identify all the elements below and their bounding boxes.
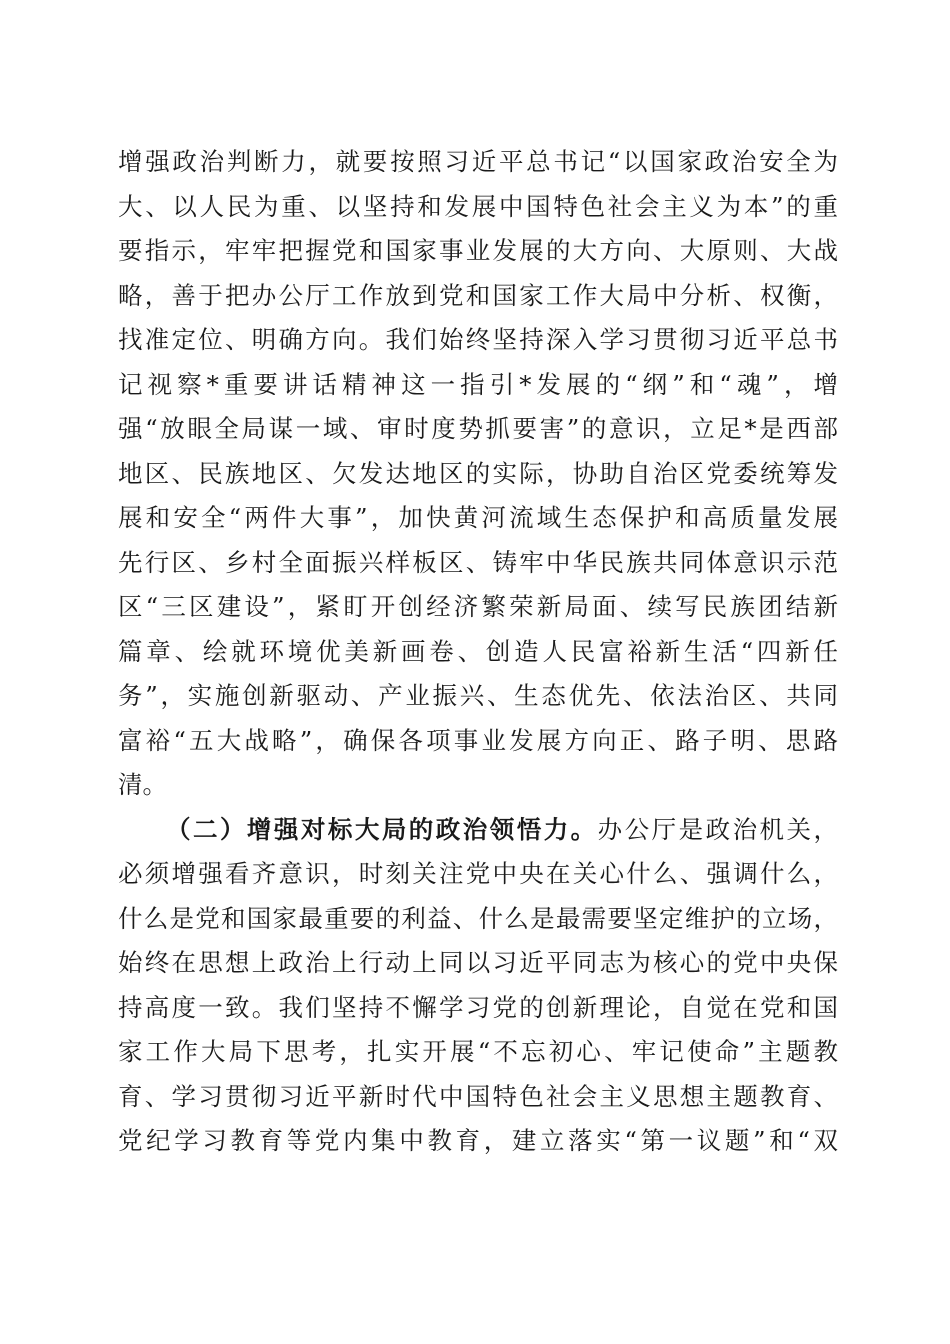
body-text xyxy=(118,140,838,1164)
text-line: 展和安全“两件大事”，加快黄河流域生态保护和高质量发展 xyxy=(118,503,838,532)
text-line: 记视察*重要讲话精神这一指引*发展的“纲”和“魂”，增 xyxy=(118,369,838,399)
text-line: 家工作大局下思考，扎实开展“不忘初心、牢记使命”主题教 xyxy=(118,1037,838,1066)
text-line: 强“放眼全局谋一域、审时度势抓要害”的意识，立足*是西部 xyxy=(118,414,838,443)
text-line: 清。 xyxy=(118,770,167,799)
text-line: 要指示，牢牢把握党和国家事业发展的大方向、大原则、大战 xyxy=(118,236,838,265)
text-line: 先行区、乡村全面振兴样板区、铸牢中华民族共同体意识示范 xyxy=(118,547,838,577)
text-line: 党纪学习教育等党内集中教育，建立落实“第一议题”和“双 xyxy=(118,1126,838,1155)
text-line: 找准定位、明确方向。我们始终坚持深入学习贯彻习近平总书 xyxy=(118,325,838,354)
text-line: 富裕“五大战略”，确保各项事业发展方向正、路子明、思路 xyxy=(118,725,838,755)
text-line: 持高度一致。我们坚持不懈学习党的创新理论，自觉在党和国 xyxy=(118,992,838,1022)
text-line: 务”，实施创新驱动、产业振兴、生态优先、依法治区、共同 xyxy=(118,681,838,710)
text-line: 必须增强看齐意识，时刻关注党中央在关心什么、强调什么， xyxy=(118,859,838,888)
text-line: 略，善于把办公厅工作放到党和国家工作大局中分析、权衡， xyxy=(118,280,838,310)
text-line xyxy=(118,808,838,853)
section-heading: （二）增强对标大局的政治领悟力。 xyxy=(166,814,598,844)
text-line: 育、学习贯彻习近平新时代中国特色社会主义思想主题教育、 xyxy=(118,1081,838,1111)
text-line: 什么是党和国家最重要的利益、什么是最需要坚定维护的立场， xyxy=(118,903,838,933)
text-line: 大、以人民为重、以坚持和发展中国特色社会主义为本”的重 xyxy=(118,191,838,221)
text-line: 增强政治判断力，就要按照习近平总书记“以国家政治安全为 xyxy=(118,147,838,176)
text-line: 区“三区建设”，紧盯开创经济繁荣新局面、续写民族团结新 xyxy=(118,592,838,621)
text-run: 办公厅是政治机关， xyxy=(597,814,839,844)
text-line: 篇章、绘就环境优美新画卷、创造人民富裕新生活“四新任 xyxy=(118,636,838,666)
text-line: 地区、民族地区、欠发达地区的实际，协助自治区党委统筹发 xyxy=(118,458,838,488)
text-line: 始终在思想上政治上行动上同以习近平同志为核心的党中央保 xyxy=(118,948,838,977)
paragraph-political-judgment xyxy=(118,140,838,808)
paragraph-political-comprehension xyxy=(118,808,838,1164)
